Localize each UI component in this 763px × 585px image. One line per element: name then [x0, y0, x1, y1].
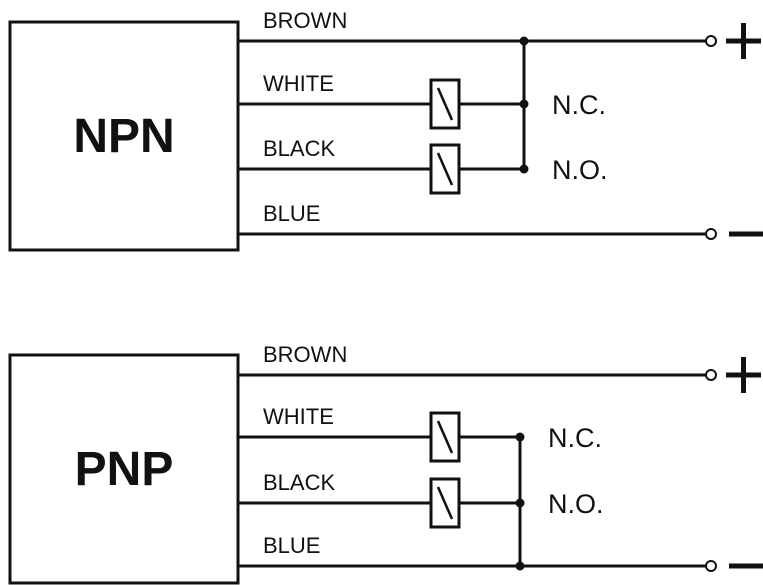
npn-brown-junction [520, 37, 529, 46]
terminal-icon [706, 370, 716, 380]
pnp-nc-label: N.C. [548, 423, 602, 453]
pnp-brown-label: BROWN [263, 342, 348, 367]
pnp-blue-junction [516, 562, 525, 571]
relay-coil-icon [431, 413, 459, 461]
pnp-type-label: PNP [74, 443, 174, 496]
plus-icon [726, 357, 761, 393]
npn-brown-label: BROWN [263, 8, 348, 33]
npn-white-label: WHITE [263, 71, 334, 96]
npn-diagram [10, 8, 763, 250]
npn-white-junction [520, 100, 529, 109]
npn-black-label: BLACK [263, 136, 336, 161]
pnp-black-junction [516, 499, 525, 508]
terminal-icon [706, 561, 716, 571]
npn-no-label: N.O. [552, 155, 608, 185]
pnp-black-label: BLACK [263, 470, 336, 495]
pnp-white-label: WHITE [263, 404, 334, 429]
pnp-no-label: N.O. [548, 489, 604, 519]
pnp-diagram [10, 342, 763, 583]
pnp-white-junction [516, 433, 525, 442]
relay-coil-icon [431, 80, 459, 128]
npn-type-label: NPN [73, 110, 175, 163]
npn-blue-label: BLUE [263, 201, 321, 226]
plus-icon [726, 23, 761, 59]
npn-nc-label: N.C. [552, 90, 606, 120]
relay-coil-icon [431, 479, 459, 527]
terminal-icon [706, 36, 716, 46]
relay-coil-icon [431, 145, 459, 193]
pnp-blue-label: BLUE [263, 533, 321, 558]
terminal-icon [706, 229, 716, 239]
npn-black-junction [520, 165, 529, 174]
